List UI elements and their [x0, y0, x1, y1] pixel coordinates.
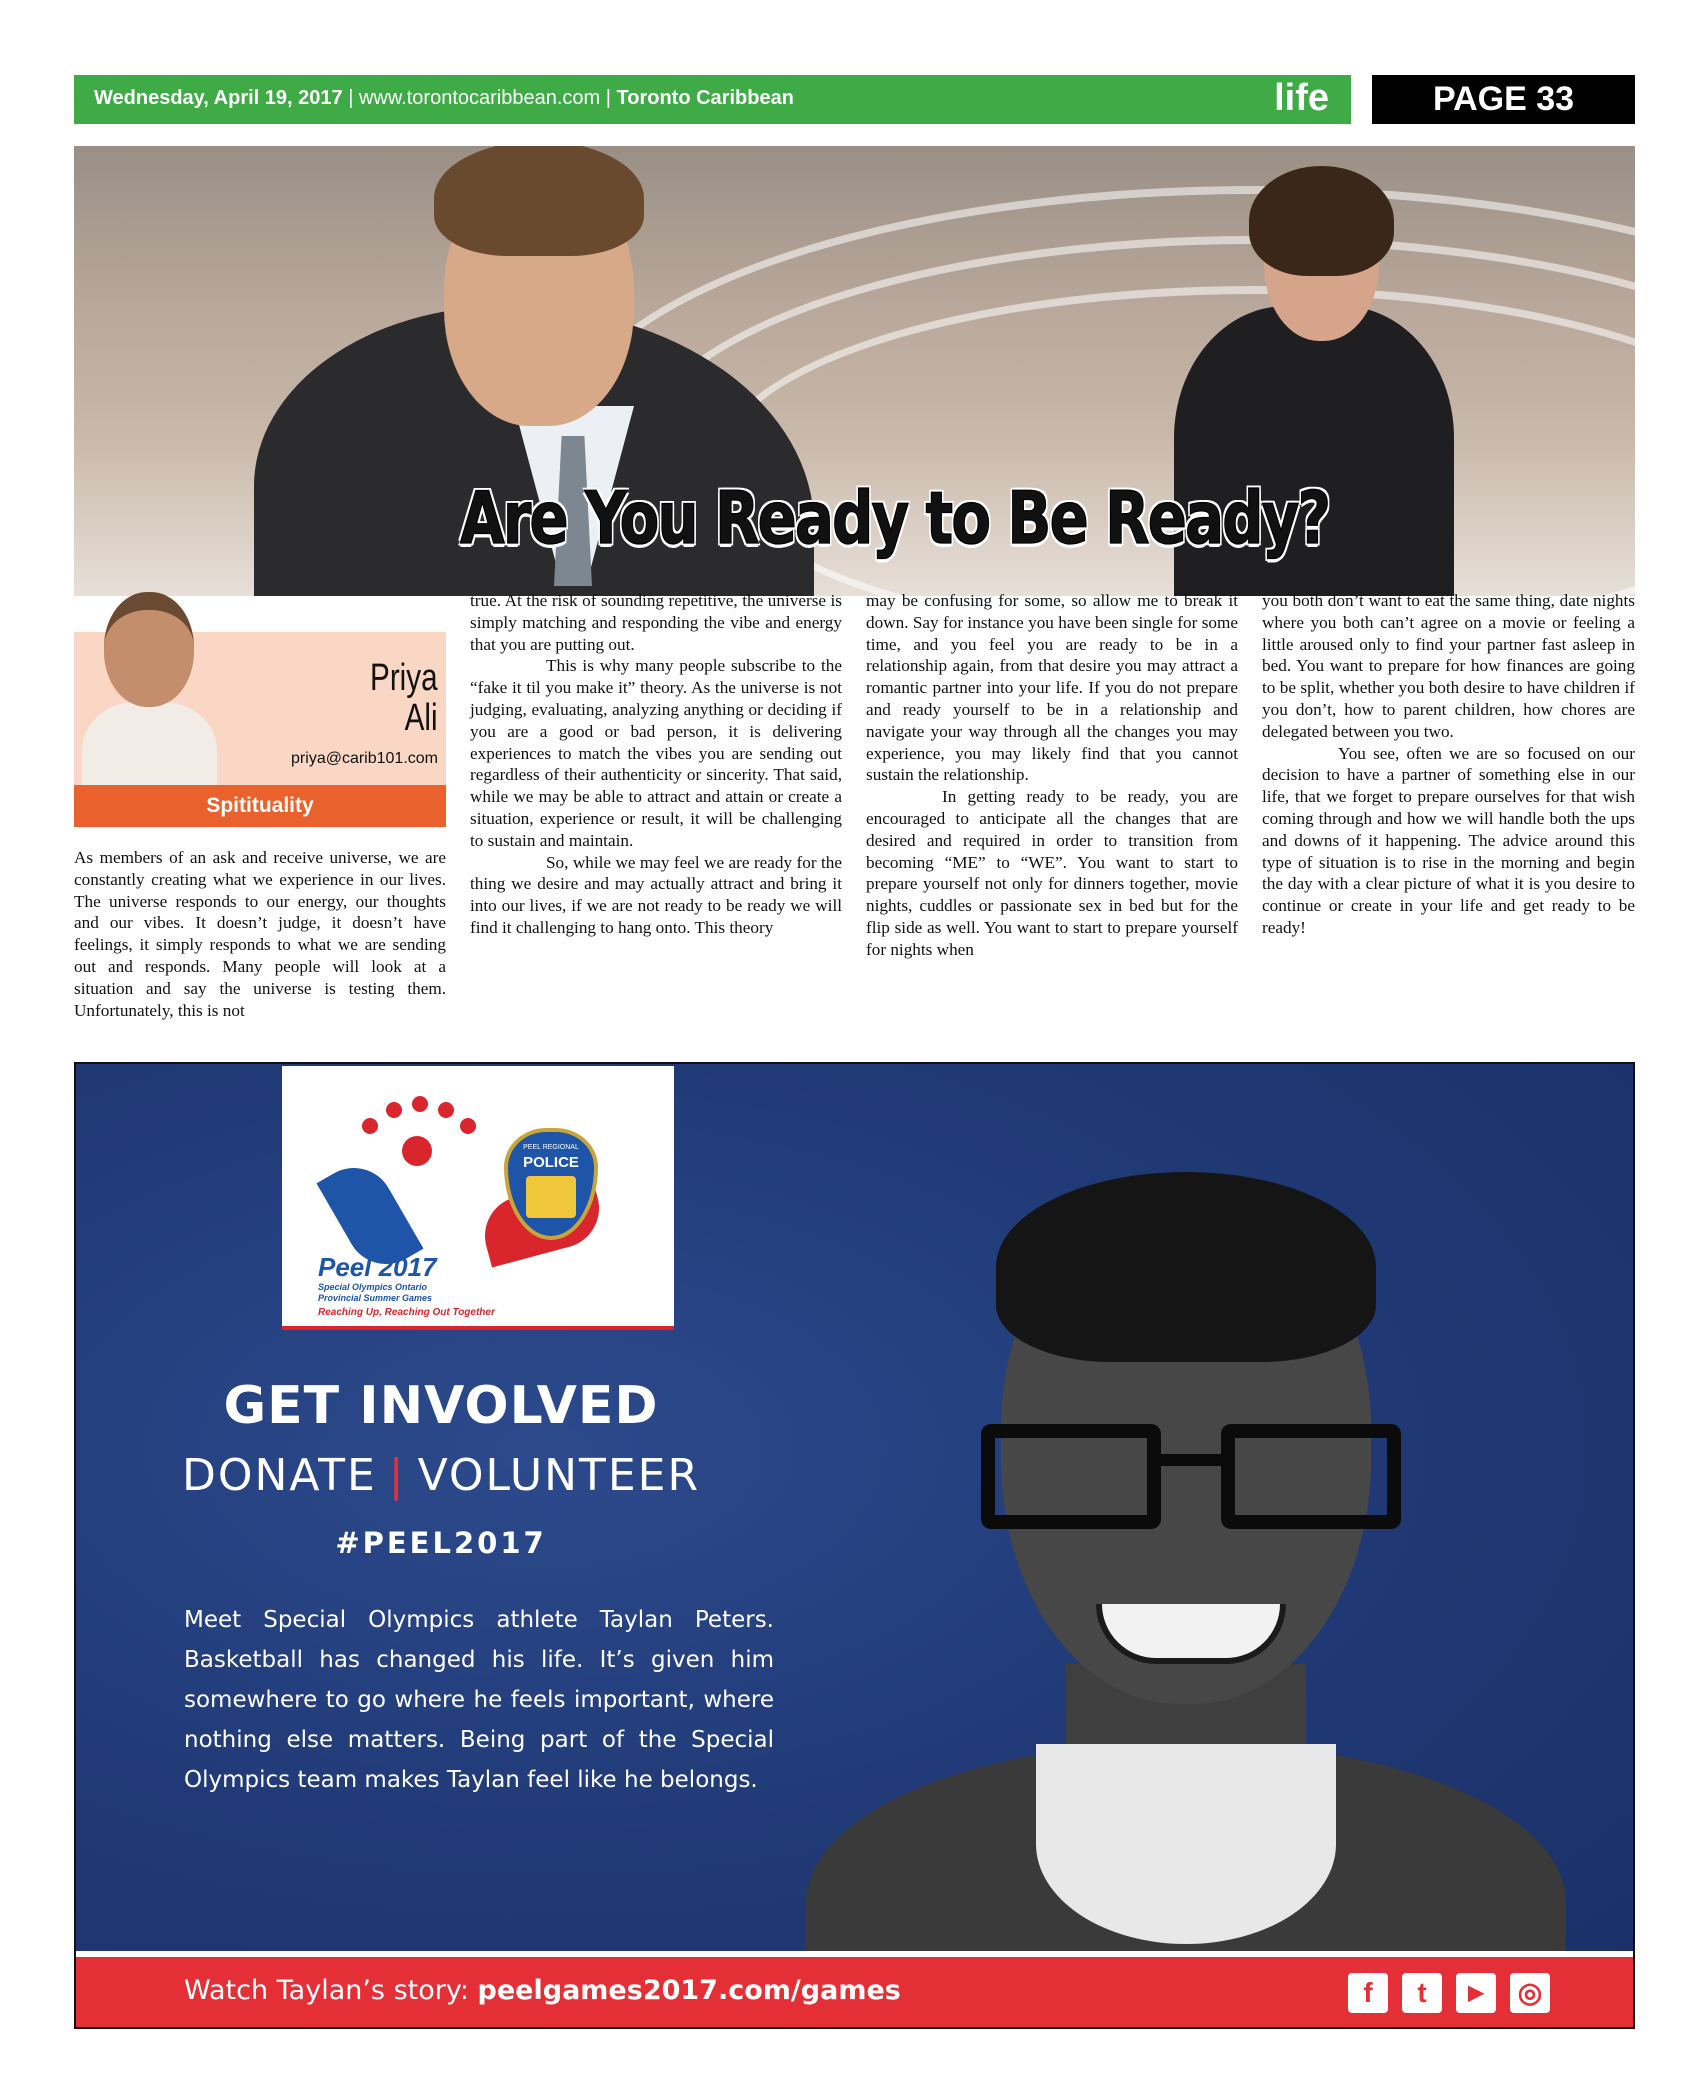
volunteer-label[interactable]: VOLUNTEER — [417, 1450, 701, 1501]
header-bar — [74, 75, 1351, 124]
businesswoman-hair — [1249, 166, 1394, 276]
separator: | — [600, 87, 617, 109]
article-column-1 — [74, 847, 446, 1021]
logo-dot — [460, 1118, 476, 1134]
police-crest-icon — [526, 1176, 576, 1218]
games-subtitle: Special Olympics Ontario — [318, 1282, 428, 1292]
instagram-icon[interactable]: ◎ — [1510, 1973, 1550, 2013]
ad-headline: GET INVOLVED — [223, 1376, 659, 1436]
games-website-link[interactable]: peelgames2017.com/games — [477, 1975, 901, 2006]
facebook-icon[interactable]: f — [1348, 1973, 1388, 2013]
author-first-name: Priya — [370, 657, 438, 699]
author-name — [370, 658, 438, 738]
issue-date: Wednesday, April 19, 2017 — [94, 87, 343, 109]
ad-footer-text — [184, 1975, 901, 2006]
paragraph: So, while we may feel we are ready for the thing we desire and may actually attract and bring it into our lives, if we are not ready to be ready we will find it challenging to hang onto. This theory — [470, 852, 842, 937]
logo-dot — [362, 1118, 378, 1134]
section-name: life — [1274, 77, 1329, 119]
sponsor-logo-card — [282, 1066, 674, 1330]
glasses-bridge — [1161, 1454, 1221, 1466]
article-column-3 — [866, 590, 1238, 961]
athlete-hair — [996, 1172, 1376, 1362]
glasses-lens — [1221, 1424, 1401, 1529]
police-badge-top-label: PEEL REGIONAL — [523, 1144, 579, 1151]
paragraph: As members of an ask and receive universe, we are constantly creating what we experience in our lives. The universe responds to our energy, our thoughts and our vibes. It doesn’t judge, it doesn’t have feelings, it simply responds to what we are sending out and responds. Many people will look at a situation and say the universe is testing them. Unfortunately, this is not — [74, 848, 446, 1020]
twitter-icon[interactable]: t — [1402, 1973, 1442, 2013]
footer-prefix: Watch Taylan’s story: — [184, 1975, 478, 2006]
logo-dot — [386, 1102, 402, 1118]
athlete-portrait — [766, 1104, 1635, 1974]
advertisement[interactable] — [74, 1062, 1635, 2029]
ad-footer — [76, 1951, 1635, 2029]
column-category: Spitituality — [74, 785, 446, 827]
ad-hashtag: #PEEL2017 — [335, 1526, 547, 1560]
paragraph: In getting ready to be ready, you are encouraged to anticipate all the changes that are desired and required in order to transition from becoming “ME” to “WE”. You want to start to prepare yourself not only for dinners together, movie nights, cuddles or passionate sex in bed but for the flip side as well. You want to start to prepare yourself for nights when — [866, 787, 1238, 959]
header-dateline — [94, 87, 794, 110]
website-link[interactable]: www.torontocaribbean.com — [358, 87, 601, 109]
author-last-name: Ali — [405, 697, 438, 739]
businessman-hair — [434, 146, 644, 256]
article-column-4 — [1262, 590, 1635, 939]
games-title: Peel 2017 — [318, 1252, 437, 1282]
paragraph: This is why many people subscribe to the “fake it til you make it” theory. As the universe is not judging, evaluating, analyzing anything or deciding if you are a good or bad person, it is delivering experiences to match the vibes you are sending out regardless of their authenticity or sincerity. That said, while we may be able to attract and attain or create a situation, experience or result, it will be challenging to sustain and maintain. — [470, 656, 842, 850]
cta-divider: | — [388, 1450, 406, 1501]
glasses-lens — [981, 1424, 1161, 1529]
games-subtitle: Provincial Summer Games — [318, 1293, 433, 1303]
separator: | — [342, 87, 359, 109]
paragraph: may be confusing for some, so allow me to break it down. Say for instance you have been single for some time, and you feel you are ready to be in a relationship again, from that desire you may attract a romantic partner into your life. If you do not prepare and ready yourself to be in a relationship and navigate your way through all the changes you may experience, you may likely find that you cannot sustain the relationship. — [866, 591, 1238, 785]
author-head — [104, 592, 194, 707]
page-number: PAGE 33 — [1432, 80, 1575, 118]
publication-name: Toronto Caribbean — [616, 87, 794, 109]
logo-dot — [412, 1096, 428, 1112]
ad-call-to-action — [116, 1450, 766, 1501]
police-badge-label: POLICE — [523, 1154, 579, 1171]
donate-label[interactable]: DONATE — [181, 1450, 377, 1501]
paragraph: true. At the risk of sounding repetitive, the universe is simply matching and responding the vibe and energy that you are putting out. — [470, 591, 842, 654]
hero-image — [74, 146, 1635, 596]
athlete-glasses — [981, 1424, 1401, 1534]
youtube-icon[interactable]: ▶ — [1456, 1973, 1496, 2013]
paragraph: You see, often we are so focused on our decision to have a partner of something else in our life, that we forget to prepare ourselves for that wish coming through and how we will handle both the ups and downs of it happening. The advice around this type of situation is to rise in the morning and begin the day with a clear picture of what it is you desire to continue or create in your life and get ready to be ready! — [1262, 743, 1635, 937]
games-tagline: Reaching Up, Reaching Out Together — [318, 1307, 495, 1318]
paragraph: you both don’t want to eat the same thing, date nights where you both can’t agree on a movie or feeling a little aroused only to find your partner fast asleep in bed. You want to prepare for how finances are going to be split, whether you both desire to have children if you don’t, how to parent children, how chores are delegated between you two. — [1262, 591, 1635, 741]
athlete-smile — [1096, 1604, 1286, 1664]
logo-dot — [438, 1102, 454, 1118]
article-headline: Are You Ready to Be Ready? — [459, 475, 1330, 561]
logo-figure-head — [402, 1136, 432, 1166]
article-column-2 — [470, 590, 842, 939]
author-email[interactable]: priya@carib101.com — [291, 750, 438, 767]
page-number-box — [1372, 75, 1635, 124]
athlete-collar — [1036, 1744, 1336, 1944]
ad-body-text: Meet Special Olympics athlete Taylan Peters. Basketball has changed his life. It’s given him somewhere to go where he feels important, where nothing else matters. Being part of the Special Olympics team makes Taylan feel like he belongs. — [184, 1607, 774, 1793]
